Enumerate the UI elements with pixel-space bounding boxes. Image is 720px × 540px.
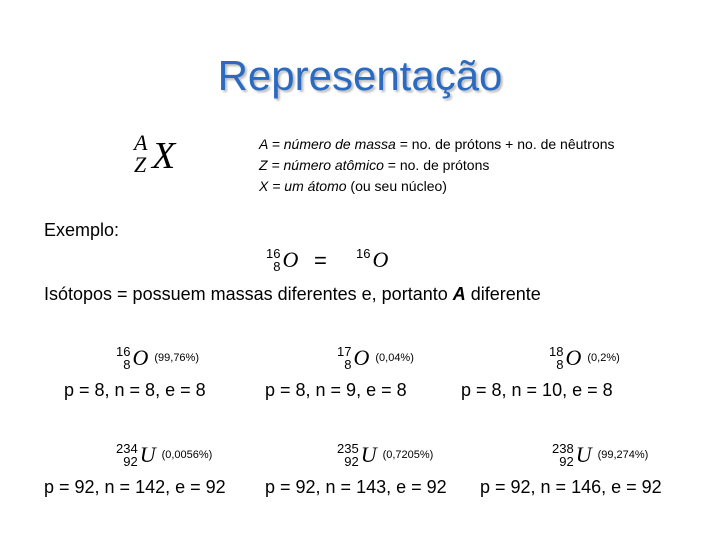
uranium-235-counts: p = 92, n = 143, e = 92: [265, 477, 447, 497]
oxygen-18-counts: p = 8, n = 10, e = 8: [461, 380, 613, 400]
abundance: (99,274%): [597, 449, 649, 461]
definition-line: [259, 155, 615, 176]
definition-text: = no. de prótons + no. de nêutrons: [395, 136, 615, 152]
element-symbol: U: [139, 442, 156, 467]
example-nuclide-left: [266, 247, 298, 273]
definition-text: = no. de prótons: [383, 157, 490, 173]
page-title: Representação: [217, 52, 503, 99]
uranium-234-counts: p = 92, n = 142, e = 92: [44, 477, 226, 497]
atomic-number: 8: [344, 357, 352, 372]
isotope-oxygen-18: [549, 345, 620, 371]
abundance: (0,7205%): [382, 449, 434, 461]
element-symbol: O: [353, 345, 370, 370]
abundance: (0,0056%): [161, 449, 213, 461]
abundance: (99,76%): [154, 352, 199, 364]
element-symbol: U: [360, 442, 377, 467]
mass-number: 235: [337, 441, 359, 456]
oxygen-17-counts: p = 8, n = 9, e = 8: [265, 380, 407, 400]
element-symbol: U: [575, 442, 592, 467]
mass-number: 17: [337, 344, 352, 359]
isotopes-definition: [44, 284, 541, 305]
mass-number: 238: [552, 441, 574, 456]
element-symbol: O: [132, 345, 149, 370]
element-symbol: O: [282, 247, 299, 272]
element-symbol: O: [565, 345, 582, 370]
definition-term: Z = número atômico: [259, 157, 384, 173]
mass-number-label: A: [134, 130, 148, 155]
mass-number: 16: [266, 246, 281, 261]
mass-number: 234: [116, 441, 138, 456]
atomic-number: 8: [273, 259, 281, 274]
mass-number: 16: [356, 246, 371, 261]
isotopes-bold-letter: A: [452, 284, 466, 304]
element-symbol: O: [372, 247, 389, 272]
isotope-uranium-238: [552, 442, 648, 468]
definition-term: X = um átomo: [259, 178, 347, 194]
isotope-oxygen-17: [337, 345, 414, 371]
atomic-number: 92: [123, 454, 138, 469]
mass-number: 16: [116, 344, 131, 359]
isotopes-text-end: diferente: [465, 284, 541, 304]
element-symbol: X: [152, 135, 176, 177]
atomic-number: 92: [559, 454, 574, 469]
uranium-238-counts: p = 92, n = 146, e = 92: [480, 477, 662, 497]
abundance: (0,2%): [587, 352, 620, 364]
isotope-uranium-235: [337, 442, 433, 468]
isotopes-text: Isótopos = possuem massas diferentes e, portanto: [44, 284, 453, 304]
atomic-number-label: Z: [134, 152, 147, 177]
mass-number: 18: [549, 344, 564, 359]
isotope-uranium-234: [116, 442, 212, 468]
definition-text: (ou seu núcleo): [346, 178, 447, 194]
oxygen-16-counts: p = 8, n = 8, e = 8: [64, 380, 206, 400]
example-label: Exemplo:: [44, 220, 120, 240]
atomic-number: 8: [123, 357, 131, 372]
definition-line: [259, 134, 615, 155]
atomic-number: 92: [344, 454, 359, 469]
definitions: [259, 134, 615, 197]
definition-term: A = número de massa: [259, 136, 396, 152]
definition-line: [259, 176, 615, 197]
isotope-oxygen-16: [116, 345, 199, 371]
example-nuclide-right: [356, 247, 388, 272]
abundance: (0,04%): [375, 352, 414, 364]
atomic-number: 8: [556, 357, 564, 372]
equals-sign: =: [314, 248, 327, 273]
